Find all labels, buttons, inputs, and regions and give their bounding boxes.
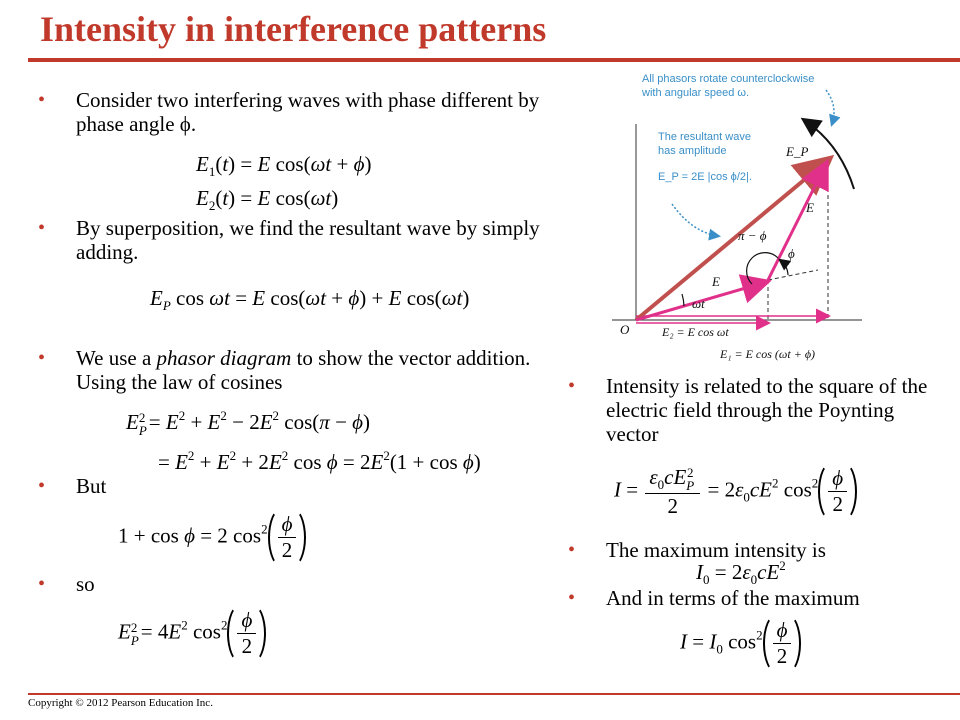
note-mid-line2: has amplitude <box>658 145 727 157</box>
equation-e1: $E_1(t) = E$ cos(ωt + ϕ) <box>196 152 372 179</box>
copyright-footer: Copyright © 2012 Pearson Education Inc. <box>28 693 960 709</box>
equation-law-of-cosines-1: E 2 P = $E^2 + E^2 - 2E^2$ cos(π − ϕ) <box>126 408 371 439</box>
omega-t-arc <box>682 294 684 306</box>
phi-arc <box>780 260 788 275</box>
bullet-but <box>38 474 276 498</box>
label-origin: O <box>620 322 630 337</box>
extension-line <box>768 270 818 280</box>
equation-law-of-cosines-2: = $E^2 + E^2 + 2E^2$ $\cos \phi = 2E^2(1 + \cos \phi)$ <box>158 448 481 474</box>
bullet-in-terms-of-max <box>568 586 946 610</box>
label-omega-t: ωt <box>692 296 705 311</box>
label-pi-minus-phi: π − ϕ <box>738 228 767 243</box>
bullet-so-text: so <box>76 572 95 596</box>
rotation-arrow <box>804 120 854 189</box>
phasor-diagram <box>592 64 882 364</box>
equation-identity: 1 + cos ϕ = 2 $\cos^2$ $\frac{\phi}{2}$ <box>118 508 306 567</box>
label-phi: ϕ <box>788 246 795 261</box>
equation-intensity-vs-max: $I = I_0$ $\cos^2$ $\frac{\phi}{2}$ <box>680 614 801 673</box>
label-e-upper: E <box>806 200 814 215</box>
equation-intensity: I = $\varepsilon_0cE$ 2 P 2 = $2\varepsilon_0cE^2$ $\cos^2$ $\frac{\phi}{2}$ <box>614 462 857 521</box>
bullet-phasor-em: phasor diagram <box>156 346 292 370</box>
equation-e2: $E_2(t) = E$ cos(ωt) <box>196 186 339 213</box>
note-arrow-mid <box>672 204 718 236</box>
bullet-phase-text: Consider two interfering waves with phase different by phase angle ϕ. <box>76 88 540 136</box>
label-e-lower: E <box>712 274 720 289</box>
equation-superposition: $E_P$ cos ωt = E cos(ωt + ϕ) + E cos(ωt) <box>150 286 470 313</box>
equation-amplitude: E 2 P = $4E^2$ $\cos^2$ $\frac{\phi}{2}$ <box>118 604 266 663</box>
e-phasor-2 <box>768 164 826 280</box>
bullet-superposition <box>38 216 596 264</box>
bullet-dot: • <box>38 217 46 239</box>
label-e2: E₂ = E cos ωt <box>662 325 729 339</box>
bullet-dot: • <box>568 587 576 609</box>
note-mid-line1: The resultant wave <box>658 131 751 143</box>
note-top-line1: All phasors rotate counterclockwise <box>642 73 815 85</box>
bullet-dot: • <box>38 347 46 369</box>
bullet-phase <box>38 88 546 136</box>
bullet-max-intensity-text: The maximum intensity is <box>606 538 826 562</box>
bullet-dot: • <box>38 475 46 497</box>
bullet-superposition-text: By superposition, we find the resultant wave by simply adding. <box>76 216 540 264</box>
bullet-dot: • <box>568 375 576 397</box>
resultant-phasor <box>636 160 828 320</box>
bullet-dot: • <box>568 539 576 561</box>
note-top-line2: with angular speed ω. <box>642 87 750 99</box>
bullet-in-terms-of-max-text: And in terms of the maximum <box>606 586 860 610</box>
bullet-phasor-pre: We use a <box>76 346 157 370</box>
note-arrow-top <box>826 90 834 124</box>
title-underline <box>28 58 960 62</box>
equation-max-intensity: $I_0 = 2\varepsilon_0cE^2$ <box>696 558 786 587</box>
bullet-so <box>38 572 276 596</box>
label-e1: E₁ = E cos (ωt + ϕ) <box>720 347 816 361</box>
bullet-intensity <box>568 374 936 446</box>
label-ep: E_P <box>786 144 809 159</box>
note-ep-formula: E_P = 2E |cos ϕ/2|. <box>658 171 752 183</box>
slide-title: Intensity in interference patterns <box>40 9 547 49</box>
bullet-dot: • <box>38 89 46 111</box>
bullet-but-text: But <box>76 474 107 498</box>
bullet-dot: • <box>38 573 46 595</box>
bullet-phasor-post: to show the vector addition. Using the law of cosines <box>76 346 531 394</box>
bullet-intensity-text: Intensity is related to the square of the electric field through the Poynting vector <box>606 374 928 446</box>
bullet-phasor <box>38 346 566 394</box>
